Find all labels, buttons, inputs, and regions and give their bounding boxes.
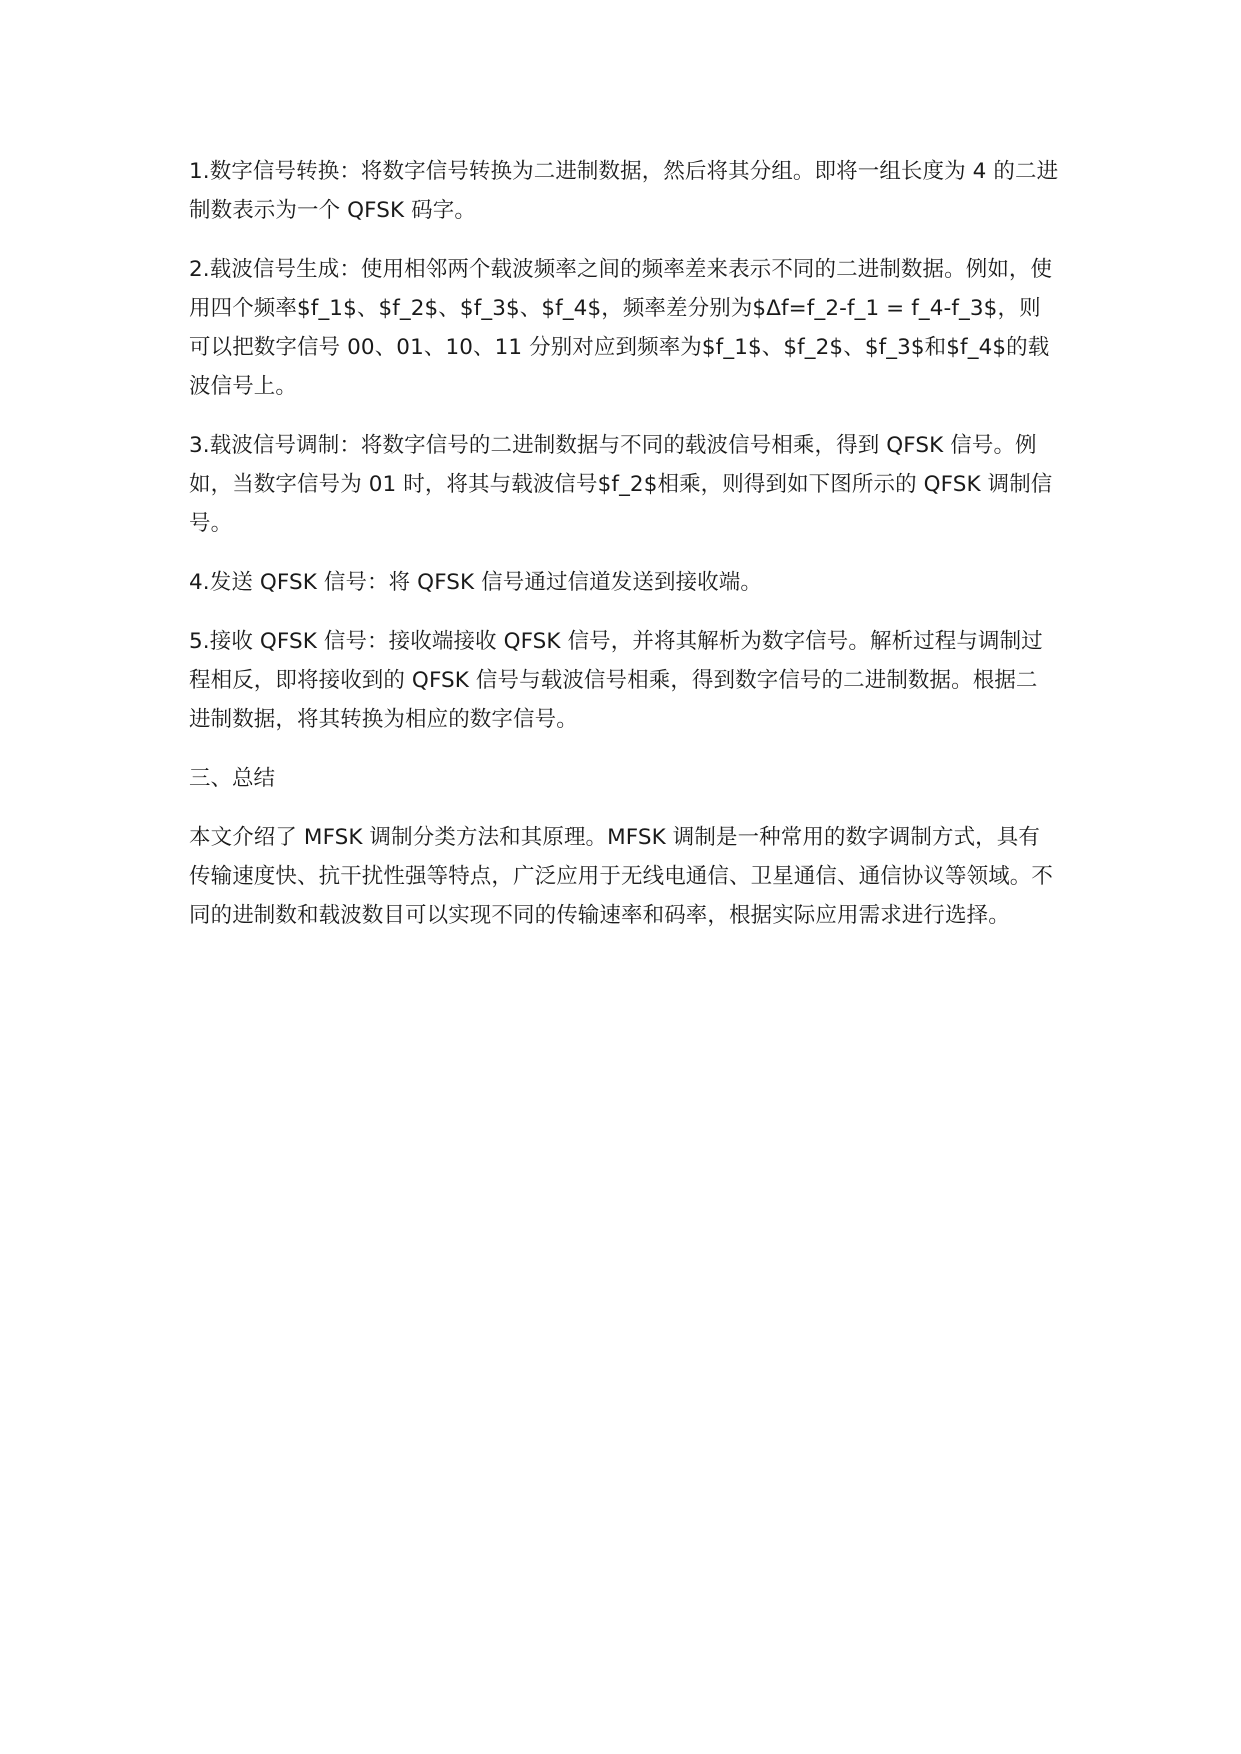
paragraph-summary: 本文介绍了 MFSK 调制分类方法和其原理。MFSK 调制是一种常用的数字调制方式，具有传输速度快、抗干扰性强等特点，广泛应用于无线电通信、卫星通信、通信协议等领域。不同的进制数和载波数目可以实现不同的传输速率和码率，根据实际应用需求进行选择。: [189, 825, 1054, 928]
paragraph-carrier-signal-modulation: 3.载波信号调制：将数字信号的二进制数据与不同的载波信号相乘，得到 QFSK 信号。例如，当数字信号为 01 时，将其与载波信号$f_2$相乘，则得到如下图所示的 QFSK 调制信号。: [189, 433, 1053, 536]
paragraph-carrier-signal-generation: 2.载波信号生成：使用相邻两个载波频率之间的频率差来表示不同的二进制数据。例如，使用四个频率$f_1$、$f_2$、$f_3$、$f_4$，频率差分别为$Δf=f_2-f_1 = f_4-f_3$，则可以把数字信号 00、01、10、11 分别对应到频率为$f_1$、$f_2$、$f_3$和$f_4$的载波信号上。: [189, 257, 1053, 399]
paragraph-receive-qfsk-signal: 5.接收 QFSK 信号：接收端接收 QFSK 信号，并将其解析为数字信号。解析过程与调制过程相反，即将接收到的 QFSK 信号与载波信号相乘，得到数字信号的二进制数据。根据二进制数据，将其转换为相应的数字信号。: [189, 629, 1043, 732]
section-heading-summary: 三、总结: [189, 766, 276, 791]
document-body: [189, 152, 1059, 955]
paragraph-digital-signal-conversion: 1.数字信号转换：将数字信号转换为二进制数据，然后将其分组。即将一组长度为 4 的二进制数表示为一个 QFSK 码字。: [189, 159, 1059, 223]
paragraph-send-qfsk-signal: 4.发送 QFSK 信号：将 QFSK 信号通过信道发送到接收端。: [189, 570, 762, 595]
